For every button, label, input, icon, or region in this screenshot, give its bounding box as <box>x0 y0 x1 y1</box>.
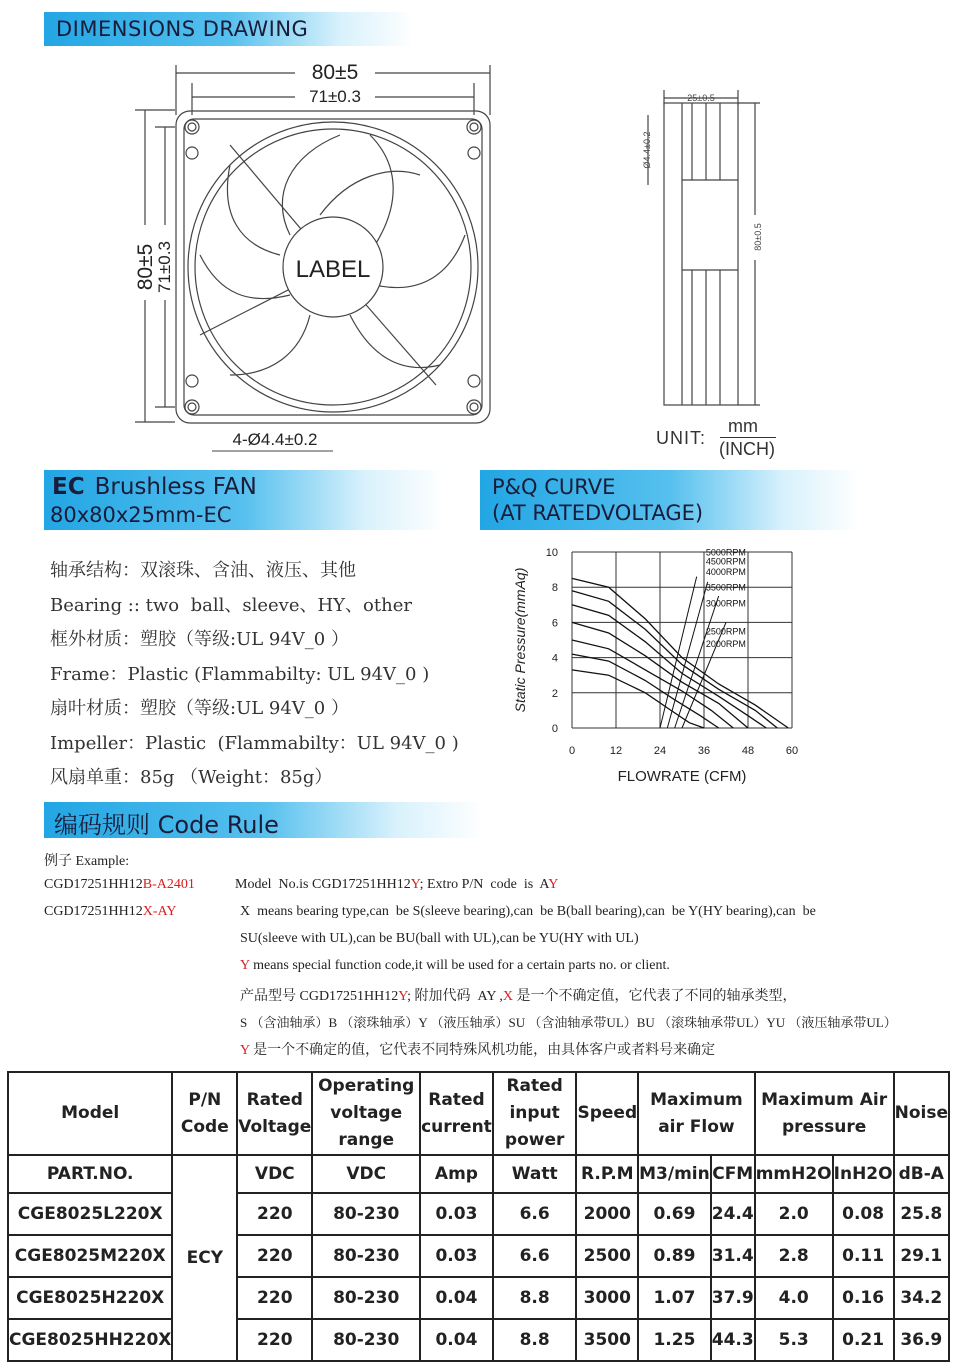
y-tick-label: 4 <box>551 652 558 665</box>
rule-line-1 <box>235 877 558 893</box>
pq-curve <box>572 640 733 728</box>
side-view-drawing <box>630 85 790 455</box>
cell: 24.4 <box>711 1193 755 1235</box>
spec-table <box>7 1071 950 1362</box>
y-axis-label: Static Pressure(mmAq) <box>512 567 528 713</box>
cell: 0.04 <box>420 1319 493 1361</box>
x-tick-label: 60 <box>785 745 799 757</box>
cell-model: CGE8025M220X <box>8 1235 172 1277</box>
cell-model: CGE8025HH220X <box>8 1319 172 1361</box>
example-1-prefix: CGD17251HH12 <box>44 877 143 892</box>
y-tick-label: 2 <box>551 687 558 700</box>
header-rated-current: Rated current <box>420 1072 493 1155</box>
rule-line-6: S （含油轴承）B （滚珠轴承）Y （液压轴承）SU （含油轴承带UL）BU （滚珠轴承带UL）YU （液压轴承带UL） <box>240 1015 897 1030</box>
rule-line-5 <box>240 985 797 1005</box>
x-tick-label: 12 <box>609 745 623 757</box>
unit-mmh2o: mmH2O <box>755 1155 833 1193</box>
header-air-pressure: Maximum Air pressure <box>755 1072 894 1155</box>
outer-height-label: 80±5 <box>134 243 157 291</box>
pq-subtitle: (AT RATEDVOLTAGE) <box>492 501 704 525</box>
front-view-drawing <box>120 55 520 455</box>
header-model: Model <box>8 1072 172 1155</box>
pn-code-cell: ECY <box>172 1155 237 1361</box>
pq-curve <box>572 578 788 728</box>
rpm-label: 4500RPM <box>705 556 746 567</box>
operating-line <box>675 596 719 728</box>
cell: 0.03 <box>420 1193 493 1235</box>
holes-label: 4-Ø4.4±0.2 <box>232 430 318 449</box>
cell: 3000 <box>576 1277 638 1319</box>
cell: 0.69 <box>638 1193 711 1235</box>
example-1 <box>44 877 195 893</box>
unit-part-no: PART.NO. <box>8 1155 172 1193</box>
cell: 2.8 <box>755 1235 833 1277</box>
cell: 0.03 <box>420 1235 493 1277</box>
fan-label: LABEL <box>295 256 371 283</box>
unit-inch: (INCH) <box>719 439 775 459</box>
cell: 0.11 <box>833 1235 894 1277</box>
cell: 44.3 <box>711 1319 755 1361</box>
cell-model: CGE8025L220X <box>8 1193 172 1235</box>
side-depth-label: 25±0.5 <box>687 93 715 103</box>
cell: 80-230 <box>312 1193 420 1235</box>
product-banner <box>44 470 444 530</box>
rule-line-7-text: 是一个不确定的值，它代表不同特殊风机功能，由具体客户或者料号来确定 <box>249 1043 716 1058</box>
table-row <box>8 1193 949 1235</box>
outer-width-label: 80±5 <box>311 61 359 84</box>
code-rule-banner <box>44 802 484 838</box>
table-header-row <box>8 1072 949 1155</box>
cell: 25.8 <box>894 1193 949 1235</box>
unit-rpm: R.P.M <box>576 1155 638 1193</box>
unit-inh2o: InH2O <box>833 1155 894 1193</box>
cell: 2000 <box>576 1193 638 1235</box>
spec-weight: 风扇单重：85g （Weight：85g） <box>50 767 333 788</box>
y-tick-label: 10 <box>545 547 558 559</box>
cell: 34.2 <box>894 1277 949 1319</box>
unit-dba: dB-A <box>894 1155 949 1193</box>
header-air-flow: Maximum air Flow <box>638 1072 755 1155</box>
x-tick-label: 36 <box>697 745 711 757</box>
header-operating-range: Operating voltage range <box>312 1072 420 1155</box>
header-noise: Noise <box>894 1072 949 1155</box>
spec-frame-cn: 框外材质：塑胶（等级:UL 94V_0 ） <box>50 629 349 650</box>
dimensions-banner <box>44 12 414 46</box>
cell: 2500 <box>576 1235 638 1277</box>
inner-width-label: 71±0.3 <box>309 87 361 106</box>
dimensions-title: DIMENSIONS DRAWING <box>56 17 309 41</box>
cell: 0.89 <box>638 1235 711 1277</box>
cell: 29.1 <box>894 1235 949 1277</box>
rule-line-1-red1: Y <box>410 877 420 892</box>
example-2-suffix: X-AY <box>142 904 177 919</box>
x-tick-label: 48 <box>741 745 755 757</box>
inner-height-label: 71±0.3 <box>155 241 174 293</box>
cell: 220 <box>237 1235 312 1277</box>
rule-line-1-red2: Y <box>548 877 559 892</box>
cell: 37.9 <box>711 1277 755 1319</box>
cell: 2.0 <box>755 1193 833 1235</box>
unit-vdc-1: VDC <box>237 1155 312 1193</box>
cell: 8.8 <box>493 1277 577 1319</box>
rule-line-5-b: ; 附加代码 AY , <box>407 989 503 1004</box>
cell: 0.21 <box>833 1319 894 1361</box>
spec-impeller-cn: 扇叶材质：塑胶（等级:UL 94V_0 ） <box>50 698 349 719</box>
table-units-row <box>8 1155 949 1193</box>
product-name: Brushless FAN <box>94 474 257 500</box>
rpm-label: 3000RPM <box>705 598 746 609</box>
cell: 5.3 <box>755 1319 833 1361</box>
spec-bearing-en: Bearing :: two ball、sleeve、HY、other <box>50 595 412 616</box>
cell: 6.6 <box>493 1235 577 1277</box>
cell: 80-230 <box>312 1319 420 1361</box>
rule-line-1-a: Model No.is CGD17251HH12 <box>235 877 411 892</box>
x-tick-label: 0 <box>568 745 576 757</box>
operating-line <box>667 582 707 728</box>
rule-line-5-a: 产品型号 CGD17251HH12 <box>240 989 399 1004</box>
rule-line-4-text: means special function code,it will be used for a certain parts no. or client. <box>249 958 670 973</box>
rpm-label: 2500RPM <box>705 626 746 637</box>
cell: 31.4 <box>711 1235 755 1277</box>
unit-watt: Watt <box>493 1155 577 1193</box>
unit-amp: Amp <box>420 1155 493 1193</box>
rule-line-4-red: Y <box>240 958 250 973</box>
cell: 80-230 <box>312 1235 420 1277</box>
spec-bearing-cn: 轴承结构：双滚珠、含油、液压、其他 <box>50 560 356 581</box>
rule-line-7 <box>240 1039 715 1059</box>
rule-line-5-red2: X <box>502 989 514 1004</box>
rule-line-5-c: 是一个不确定值，它代表了不同的轴承类型， <box>513 989 797 1004</box>
product-size: 80x80x25mm-EC <box>50 503 232 527</box>
table-row <box>8 1235 949 1277</box>
rpm-label: 2000RPM <box>705 639 746 650</box>
cell-model: CGE8025H220X <box>8 1277 172 1319</box>
pq-chart <box>505 540 825 790</box>
header-rated-voltage: Rated Voltage <box>237 1072 312 1155</box>
x-axis-label: FLOWRATE (CFM) <box>617 768 747 785</box>
cell: 8.8 <box>493 1319 577 1361</box>
ec-badge: EC <box>52 474 85 500</box>
rpm-label: 4000RPM <box>705 566 746 577</box>
cell: 1.07 <box>638 1277 711 1319</box>
spec-impeller-en: Impeller：Plastic (Flammabilty：UL 94V_0 ) <box>50 733 459 754</box>
rule-line-4 <box>240 958 670 974</box>
cell: 6.6 <box>493 1193 577 1235</box>
cell: 1.25 <box>638 1319 711 1361</box>
y-tick-label: 6 <box>551 617 558 630</box>
rule-line-7-red: Y <box>240 1043 250 1058</box>
unit-m3min: M3/min <box>638 1155 711 1193</box>
unit-label: UNIT: <box>656 428 706 448</box>
table-row <box>8 1319 949 1361</box>
cell: 80-230 <box>312 1277 420 1319</box>
example-label: 例子 Example: <box>44 854 130 869</box>
cell: 0.16 <box>833 1277 894 1319</box>
cell: 4.0 <box>755 1277 833 1319</box>
rule-line-3: SU(sleeve with UL),can be BU(ball with UL),can be YU(HY with UL) <box>240 931 639 946</box>
unit-vdc-2: VDC <box>312 1155 420 1193</box>
cell: 220 <box>237 1193 312 1235</box>
unit-mm: mm <box>728 416 758 436</box>
unit-divider <box>720 437 776 438</box>
side-height-label: 80±0.5 <box>753 223 763 251</box>
table-row <box>8 1277 949 1319</box>
cell: 0.04 <box>420 1277 493 1319</box>
cell: 220 <box>237 1277 312 1319</box>
header-pn-code: P/N Code <box>172 1072 237 1155</box>
header-speed: Speed <box>576 1072 638 1155</box>
cell: 0.08 <box>833 1193 894 1235</box>
example-2 <box>44 904 177 920</box>
spec-frame-en: Frame：Plastic (Flammabilty: UL 94V_0 ) <box>50 664 430 685</box>
y-tick-label: 8 <box>551 582 558 595</box>
cell: 3500 <box>576 1319 638 1361</box>
pq-title: P&Q CURVE <box>492 475 616 499</box>
cell: 36.9 <box>894 1319 949 1361</box>
side-hole-label: Ø4.4±0.2 <box>642 131 652 169</box>
rule-line-5-red1: Y <box>398 989 408 1004</box>
y-tick-label: 0 <box>551 723 558 735</box>
rule-line-2: X means bearing type,can be S(sleeve bearing),can be B(ball bearing),can be Y(HY bearing),can be <box>240 904 816 919</box>
rpm-label: 3500RPM <box>705 582 746 593</box>
unit-cfm: CFM <box>711 1155 755 1193</box>
cell: 220 <box>237 1319 312 1361</box>
rule-line-1-b: ; Extro P/N code is A <box>419 877 549 892</box>
example-1-suffix: B-A2401 <box>142 877 195 892</box>
example-2-prefix: CGD17251HH12 <box>44 904 143 919</box>
header-rated-power: Rated input power <box>493 1072 577 1155</box>
x-tick-label: 24 <box>653 745 667 757</box>
pq-banner <box>480 470 860 530</box>
code-rule-title: 编码规则 Code Rule <box>54 811 279 839</box>
rpm-label: 5000RPM <box>705 547 746 558</box>
